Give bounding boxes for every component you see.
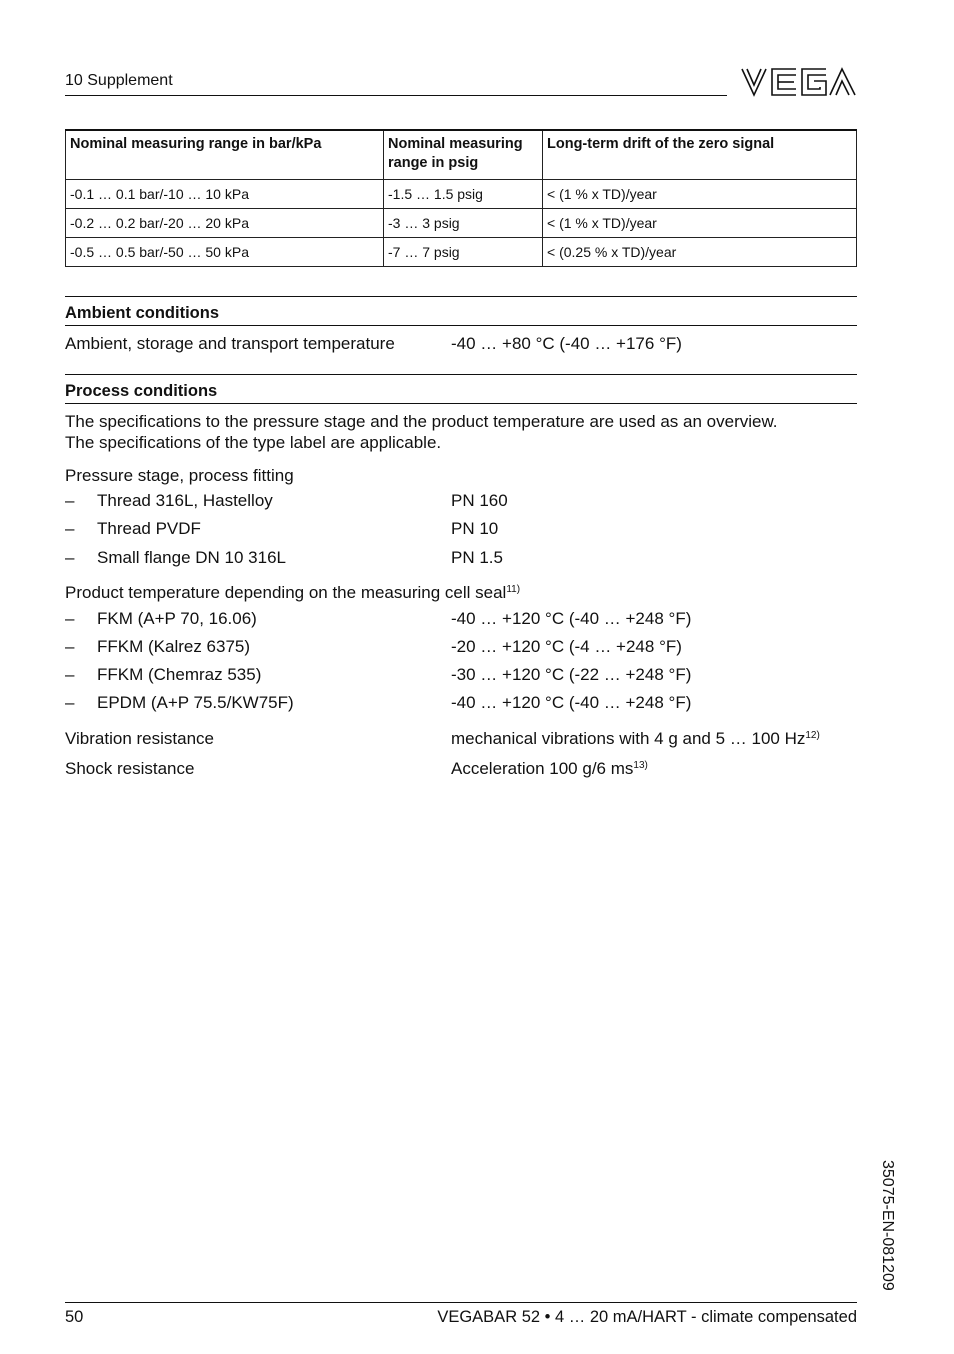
table-cell: < (1 % x TD)/year	[543, 180, 857, 209]
table-row	[66, 238, 857, 267]
table-cell: -7 … 7 psig	[384, 238, 543, 267]
list-dash: –	[65, 693, 75, 712]
process-intro-1: The specifications to the pressure stage and the product temperature are used as an overview.	[65, 412, 778, 431]
table-header-row	[66, 130, 857, 180]
list-dash: –	[65, 491, 75, 510]
table-cell: < (1 % x TD)/year	[543, 209, 857, 238]
document-code: 35075-EN-081209	[879, 1160, 896, 1291]
footer-title: VEGABAR 52 • 4 … 20 mA/HART - climate compensated	[437, 1308, 857, 1326]
pressure-item-value: PN 1.5	[451, 548, 503, 567]
vega-logo	[740, 66, 857, 98]
vibration-value	[451, 729, 820, 749]
temperature-label-text: Product temperature depending on the measuring cell seal	[65, 583, 507, 602]
list-dash: –	[65, 665, 75, 684]
vibration-value-text: mechanical vibrations with 4 g and 5 … 100 Hz	[451, 729, 806, 748]
drift-table	[65, 129, 857, 267]
table-cell: -0.5 … 0.5 bar/-50 … 50 kPa	[66, 238, 384, 267]
temperature-item-value: -20 … +120 °C (-4 … +248 °F)	[451, 637, 682, 656]
list-dash: –	[65, 519, 75, 538]
table-cell: -3 … 3 psig	[384, 209, 543, 238]
temperature-item-label: FKM (A+P 70, 16.06)	[97, 609, 257, 628]
shock-label: Shock resistance	[65, 759, 195, 778]
footnote-ref: 12)	[805, 730, 820, 741]
footnote-ref: 13)	[633, 760, 648, 771]
table-cell: -1.5 … 1.5 psig	[384, 180, 543, 209]
table-cell: -0.2 … 0.2 bar/-20 … 20 kPa	[66, 209, 384, 238]
list-dash: –	[65, 609, 75, 628]
pressure-label: Pressure stage, process fitting	[65, 466, 294, 485]
ambient-section-title: Ambient conditions	[65, 296, 857, 326]
header-divider	[65, 95, 727, 96]
table-header: Nominal measuring range in psig	[384, 130, 543, 180]
page-number: 50	[65, 1308, 84, 1326]
pressure-item-value: PN 160	[451, 491, 508, 510]
ambient-value: -40 … +80 °C (-40 … +176 °F)	[451, 334, 682, 353]
list-dash: –	[65, 548, 75, 567]
temperature-item-label: FFKM (Chemraz 535)	[97, 665, 262, 684]
pressure-item-value: PN 10	[451, 519, 499, 538]
process-intro-2: The specifications of the type label are applicable.	[65, 433, 442, 452]
temperature-label	[65, 583, 520, 603]
table-cell: -0.1 … 0.1 bar/-10 … 10 kPa	[66, 180, 384, 209]
ambient-label: Ambient, storage and transport temperature	[65, 334, 395, 353]
table-header: Long-term drift of the zero signal	[543, 130, 857, 180]
shock-value	[451, 759, 648, 779]
footer-divider	[65, 1302, 857, 1303]
temperature-item-value: -30 … +120 °C (-22 … +248 °F)	[451, 665, 692, 684]
list-dash: –	[65, 637, 75, 656]
table-row	[66, 209, 857, 238]
pressure-item-label: Thread PVDF	[97, 519, 201, 538]
pressure-item-label: Thread 316L, Hastelloy	[97, 491, 273, 510]
footnote-ref: 11)	[506, 584, 521, 595]
temperature-item-label: EPDM (A+P 75.5/KW75F)	[97, 693, 294, 712]
process-section-title: Process conditions	[65, 374, 857, 404]
vibration-label: Vibration resistance	[65, 729, 214, 748]
temperature-item-label: FFKM (Kalrez 6375)	[97, 637, 251, 656]
shock-value-text: Acceleration 100 g/6 ms	[451, 759, 634, 778]
temperature-item-value: -40 … +120 °C (-40 … +248 °F)	[451, 609, 692, 628]
table-cell: < (0.25 % x TD)/year	[543, 238, 857, 267]
table-row	[66, 180, 857, 209]
pressure-item-label: Small flange DN 10 316L	[97, 548, 287, 567]
section-header: 10 Supplement	[65, 72, 173, 89]
table-header: Nominal measuring range in bar/kPa	[66, 130, 384, 180]
temperature-item-value: -40 … +120 °C (-40 … +248 °F)	[451, 693, 692, 712]
